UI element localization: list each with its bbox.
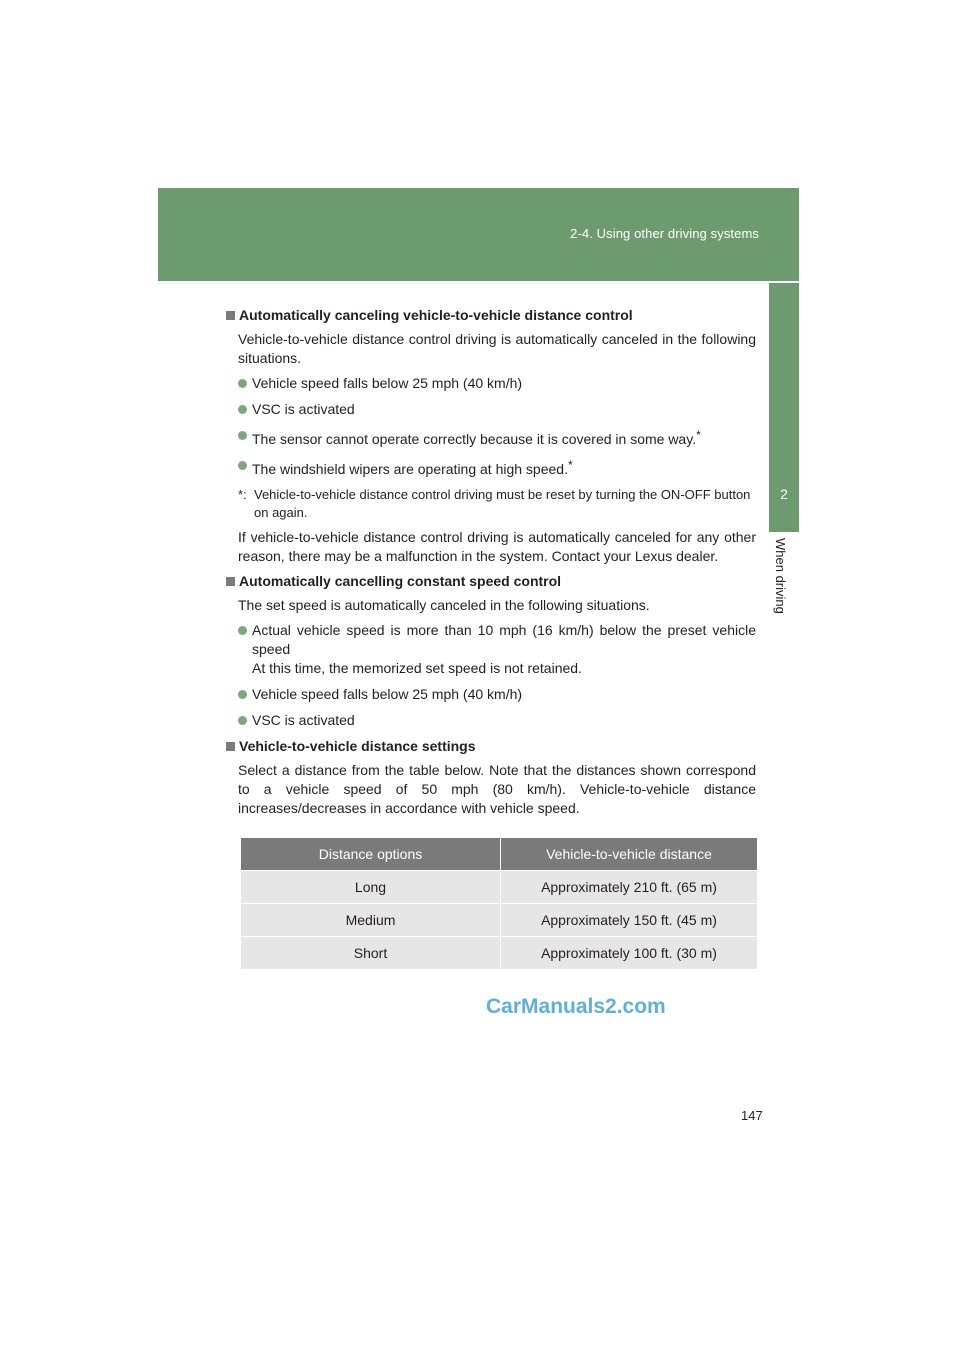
section-title: 2-4. Using other driving systems — [570, 226, 759, 241]
footnote-mark: *: — [238, 487, 247, 502]
circle-bullet-icon — [238, 431, 247, 440]
header-band — [158, 188, 799, 281]
table-cell: Approximately 210 ft. (65 m) — [501, 871, 758, 904]
table-cell: Long — [241, 871, 501, 904]
distance-table — [241, 838, 757, 969]
table-cell: Approximately 100 ft. (30 m) — [501, 937, 758, 970]
section-heading: Vehicle-to-vehicle distance settings — [226, 737, 756, 756]
table-row — [241, 904, 757, 937]
page-number: 147 — [741, 1108, 763, 1123]
paragraph: The set speed is automatically canceled in the following situations. — [238, 597, 650, 613]
paragraph: Vehicle-to-vehicle distance control driving is automatically canceled in the following situations. — [238, 331, 756, 366]
circle-bullet-icon — [238, 626, 247, 635]
footnote-marker: * — [696, 428, 701, 442]
list-item: Actual vehicle speed is more than 10 mph (16 km/h) below the preset vehicle speed At this time, the memorized set speed is not retained. — [238, 621, 756, 678]
table-cell: Short — [241, 937, 501, 970]
chapter-number: 2 — [780, 486, 788, 502]
circle-bullet-icon — [238, 716, 247, 725]
table-row — [241, 937, 757, 970]
table-cell: Approximately 150 ft. (45 m) — [501, 904, 758, 937]
chapter-label: When driving — [773, 538, 788, 614]
page-content — [226, 306, 756, 824]
footnote-text: Vehicle-to-vehicle distance control driving must be reset by turning the ON-OFF button on again. — [254, 487, 751, 520]
table-row — [241, 871, 757, 904]
footnote-marker: * — [567, 458, 573, 472]
circle-bullet-icon — [238, 461, 247, 470]
list-item: Vehicle speed falls below 25 mph (40 km/h) — [238, 685, 756, 704]
table-header-row — [241, 838, 757, 871]
paragraph: If vehicle-to-vehicle distance control driving is automatically canceled for any other reason, there may be a malfunction in the system. Contact your Lexus dealer. — [238, 529, 756, 564]
column-header: Vehicle-to-vehicle distance — [501, 838, 758, 871]
chapter-tab — [769, 283, 799, 532]
section-heading: Automatically canceling vehicle-to-vehicle distance control — [226, 306, 756, 325]
paragraph: Select a distance from the table below. Note that the distances shown correspond to a vehicle speed of 50 mph (80 km/h). Vehicle-to-vehicle distance increases/decreases in accordance with vehicle speed. — [238, 762, 756, 816]
square-bullet-icon — [226, 742, 235, 751]
square-bullet-icon — [226, 577, 235, 586]
table-cell: Medium — [241, 904, 501, 937]
square-bullet-icon — [226, 311, 235, 320]
circle-bullet-icon — [238, 690, 247, 699]
list-item: VSC is activated — [238, 400, 756, 419]
list-item: The windshield wipers are operating at high speed.* — [238, 456, 756, 479]
circle-bullet-icon — [238, 379, 247, 388]
list-item: Vehicle speed falls below 25 mph (40 km/h) — [238, 374, 756, 393]
watermark: CarManuals2.com — [486, 995, 666, 1018]
footnote — [238, 486, 756, 522]
circle-bullet-icon — [238, 405, 247, 414]
column-header: Distance options — [241, 838, 501, 871]
list-item: The sensor cannot operate correctly because it is covered in some way.* — [238, 426, 756, 449]
section-heading: Automatically cancelling constant speed control — [226, 572, 756, 591]
list-item: VSC is activated — [238, 711, 756, 730]
